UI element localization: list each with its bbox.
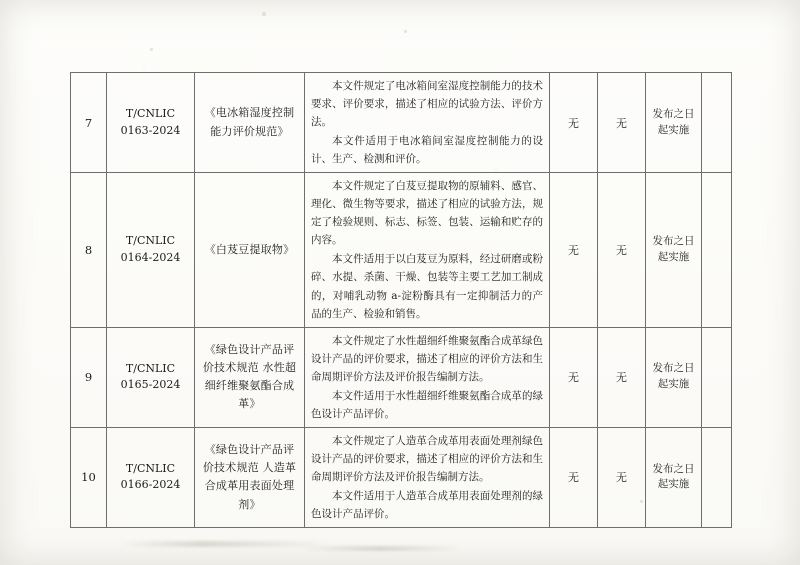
table-row <box>71 173 732 327</box>
remark-cell <box>702 327 732 427</box>
description-paragraph: 本文件规定了人造革合成革用表面处理剂绿色设计产品的评价要求，描述了相应的评价方法和生命周期评价方法及评价报告编制方法。 <box>311 434 543 483</box>
standard-code-line2: 0165-2024 <box>120 378 181 392</box>
description-paragraph: 本文件适用于电冰箱间室湿度控制能力的设计、生产、检测和评价。 <box>311 135 543 166</box>
replaced-standard: 无 <box>550 73 598 173</box>
remark-cell <box>702 427 732 527</box>
row-number: 7 <box>71 73 107 173</box>
scan-speck <box>150 48 153 51</box>
description-paragraph: 本文件规定了水性超细纤维聚氨酯合成革绿色设计产品的评价要求，描述了相应的评价方法和生命周期评价方法及评价报告编制方法。 <box>311 334 543 383</box>
standard-description <box>305 73 550 173</box>
row-number: 8 <box>71 173 107 327</box>
replaced-standard: 无 <box>550 327 598 427</box>
scan-speck <box>404 30 407 33</box>
standard-code-line1: T/CNLIC <box>125 461 176 475</box>
implementation-date: 发布之日起实施 <box>646 73 702 173</box>
standard-code <box>107 327 195 427</box>
adopted-standard: 无 <box>598 427 646 527</box>
scan-smudge <box>120 541 330 547</box>
description-paragraph: 本文件适用于人造革合成革用表面处理剂的绿色设计产品评价。 <box>311 489 543 521</box>
standard-code <box>107 427 195 527</box>
table-row <box>71 327 732 427</box>
replaced-standard: 无 <box>550 173 598 327</box>
standard-name: 《绿色设计产品评价技术规范 人造革合成革用表面处理剂》 <box>195 427 305 527</box>
standards-table-container <box>70 72 731 528</box>
remark-cell <box>702 73 732 173</box>
remark-cell <box>702 173 732 327</box>
implementation-date: 发布之日起实施 <box>646 327 702 427</box>
adopted-standard: 无 <box>598 73 646 173</box>
standard-code-line1: T/CNLIC <box>125 107 176 121</box>
implementation-date: 发布之日起实施 <box>646 173 702 327</box>
row-number: 10 <box>71 427 107 527</box>
adopted-standard: 无 <box>598 173 646 327</box>
description-paragraph: 本文件规定了电冰箱间室湿度控制能力的技术要求、评价要求，描述了相应的试验方法、评价方法。 <box>311 80 543 129</box>
replaced-standard: 无 <box>550 427 598 527</box>
scan-smudge <box>300 546 460 551</box>
standard-name: 《白芨豆提取物》 <box>195 173 305 327</box>
table-row <box>71 73 732 173</box>
description-paragraph: 本文件规定了白芨豆提取物的原辅料、感官、理化、微生物等要求，描述了相应的试验方法，规定了检验规则、标志、标签、包装、运输和贮存的内容。 <box>311 180 543 247</box>
standard-description <box>305 327 550 427</box>
standard-description <box>305 427 550 527</box>
description-paragraph: 本文件适用于水性超细纤维聚氨酯合成革的绿色设计产品评价。 <box>311 389 543 420</box>
standard-code-line2: 0166-2024 <box>120 478 181 492</box>
row-number: 9 <box>71 327 107 427</box>
standard-name: 《绿色设计产品评价技术规范 水性超细纤维聚氨酯合成革》 <box>195 327 305 427</box>
standard-code <box>107 73 195 173</box>
adopted-standard: 无 <box>598 327 646 427</box>
standard-description <box>305 173 550 327</box>
description-paragraph: 本文件适用于以白芨豆为原料，经过研磨或粉碎、水提、杀菌、干燥、包装等主要工艺加工制成的，对哺乳动物 a-淀粉酶具有一定抑制活力的产品的生产、检验和销售。 <box>311 253 543 320</box>
standards-table <box>70 72 732 528</box>
standard-code-line1: T/CNLIC <box>125 234 176 248</box>
table-row <box>71 427 732 527</box>
standard-code-line2: 0164-2024 <box>120 250 181 264</box>
standard-code-line1: T/CNLIC <box>125 361 176 375</box>
standard-name: 《电冰箱湿度控制能力评价规范》 <box>195 73 305 173</box>
implementation-date: 发布之日起实施 <box>646 427 702 527</box>
standard-code <box>107 173 195 327</box>
scan-speck <box>262 12 266 16</box>
standard-code-line2: 0163-2024 <box>120 123 181 137</box>
